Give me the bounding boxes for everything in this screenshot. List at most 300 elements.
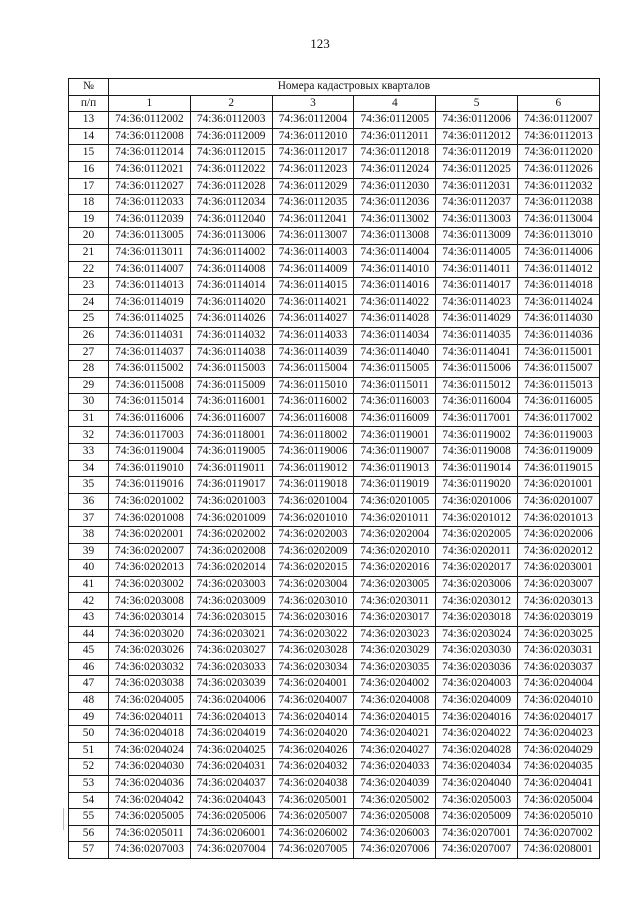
cadastral-number-cell: 74:36:0119005	[190, 444, 272, 461]
cadastral-number-cell: 74:36:0119001	[354, 427, 436, 444]
cadastral-number-cell: 74:36:0201009	[190, 510, 272, 527]
cadastral-number-cell: 74:36:0205005	[109, 809, 191, 826]
row-number: 15	[69, 145, 109, 162]
cadastral-number-cell: 74:36:0113002	[354, 211, 436, 228]
cadastral-number-cell: 74:36:0114019	[109, 294, 191, 311]
table-row	[69, 427, 600, 444]
table-row	[69, 394, 600, 411]
table-row	[69, 626, 600, 643]
cadastral-number-cell: 74:36:0112028	[190, 178, 272, 195]
header-row-columns	[69, 95, 600, 112]
cadastral-number-cell: 74:36:0204031	[190, 759, 272, 776]
cadastral-number-cell: 74:36:0203016	[272, 610, 354, 627]
cadastral-number-cell: 74:36:0203002	[109, 576, 191, 593]
row-number: 41	[69, 576, 109, 593]
cadastral-number-cell: 74:36:0203020	[109, 626, 191, 643]
table-row	[69, 676, 600, 693]
cadastral-number-cell: 74:36:0204021	[354, 726, 436, 743]
table-row	[69, 809, 600, 826]
table-row	[69, 444, 600, 461]
cadastral-number-cell: 74:36:0204022	[436, 726, 518, 743]
cadastral-number-cell: 74:36:0205002	[354, 792, 436, 809]
table-row	[69, 692, 600, 709]
cadastral-number-cell: 74:36:0112041	[272, 211, 354, 228]
row-number: 34	[69, 460, 109, 477]
cadastral-number-cell: 74:36:0203019	[517, 610, 599, 627]
cadastral-number-cell: 74:36:0119016	[109, 477, 191, 494]
cadastral-number-cell: 74:36:0203032	[109, 659, 191, 676]
table-row	[69, 294, 600, 311]
cadastral-number-cell: 74:36:0201003	[190, 493, 272, 510]
row-number: 56	[69, 825, 109, 842]
cadastral-number-cell: 74:36:0112017	[272, 145, 354, 162]
table-row	[69, 726, 600, 743]
cadastral-number-cell: 74:36:0204041	[517, 775, 599, 792]
cadastral-number-cell: 74:36:0204008	[354, 692, 436, 709]
cadastral-number-cell: 74:36:0204009	[436, 692, 518, 709]
table-row	[69, 643, 600, 660]
cadastral-number-cell: 74:36:0204035	[517, 759, 599, 776]
cadastral-number-cell: 74:36:0207007	[436, 842, 518, 859]
cadastral-number-cell: 74:36:0112007	[517, 112, 599, 129]
cadastral-number-cell: 74:36:0115005	[354, 361, 436, 378]
row-number: 42	[69, 593, 109, 610]
cadastral-number-cell: 74:36:0204027	[354, 742, 436, 759]
cadastral-number-cell: 74:36:0201001	[517, 477, 599, 494]
cadastral-number-cell: 74:36:0114020	[190, 294, 272, 311]
row-number: 21	[69, 244, 109, 261]
cadastral-number-cell: 74:36:0202001	[109, 527, 191, 544]
table-row	[69, 344, 600, 361]
cadastral-number-cell: 74:36:0205001	[272, 792, 354, 809]
table-row	[69, 460, 600, 477]
cadastral-number-cell: 74:36:0202016	[354, 560, 436, 577]
cadastral-number-cell: 74:36:0204029	[517, 742, 599, 759]
table-body	[69, 112, 600, 859]
cadastral-number-cell: 74:36:0204034	[436, 759, 518, 776]
cadastral-number-cell: 74:36:0115007	[517, 361, 599, 378]
cadastral-number-cell: 74:36:0112025	[436, 161, 518, 178]
cadastral-number-cell: 74:36:0202006	[517, 527, 599, 544]
cadastral-number-cell: 74:36:0112004	[272, 112, 354, 129]
cadastral-number-cell: 74:36:0206001	[190, 825, 272, 842]
cadastral-number-cell: 74:36:0117001	[436, 410, 518, 427]
cadastral-number-cell: 74:36:0114011	[436, 261, 518, 278]
cadastral-number-cell: 74:36:0114031	[109, 327, 191, 344]
cadastral-number-cell: 74:36:0113003	[436, 211, 518, 228]
table-row	[69, 145, 600, 162]
cadastral-number-cell: 74:36:0113006	[190, 228, 272, 245]
cadastral-number-cell: 74:36:0208001	[517, 842, 599, 859]
table-row	[69, 593, 600, 610]
cadastral-number-cell: 74:36:0112034	[190, 195, 272, 212]
cadastral-number-cell: 74:36:0112011	[354, 128, 436, 145]
row-number: 19	[69, 211, 109, 228]
cadastral-number-cell: 74:36:0119004	[109, 444, 191, 461]
table-row	[69, 825, 600, 842]
cadastral-number-cell: 74:36:0112014	[109, 145, 191, 162]
cadastral-number-cell: 74:36:0119008	[436, 444, 518, 461]
cadastral-number-cell: 74:36:0201006	[436, 493, 518, 510]
cadastral-number-cell: 74:36:0114018	[517, 278, 599, 295]
cadastral-number-cell: 74:36:0115012	[436, 377, 518, 394]
page-number: 123	[310, 36, 330, 51]
cadastral-number-cell: 74:36:0204028	[436, 742, 518, 759]
cadastral-number-cell: 74:36:0112022	[190, 161, 272, 178]
row-number: 14	[69, 128, 109, 145]
cadastral-number-cell: 74:36:0203010	[272, 593, 354, 610]
row-number: 40	[69, 560, 109, 577]
cadastral-number-cell: 74:36:0205010	[517, 809, 599, 826]
cadastral-number-cell: 74:36:0201008	[109, 510, 191, 527]
row-number: 39	[69, 543, 109, 560]
row-number: 57	[69, 842, 109, 859]
cadastral-number-cell: 74:36:0112002	[109, 112, 191, 129]
cadastral-number-cell: 74:36:0119019	[354, 477, 436, 494]
cadastral-number-cell: 74:36:0206003	[354, 825, 436, 842]
cadastral-number-cell: 74:36:0119010	[109, 460, 191, 477]
cadastral-number-cell: 74:36:0112019	[436, 145, 518, 162]
cadastral-number-cell: 74:36:0116008	[272, 410, 354, 427]
cadastral-number-cell: 74:36:0207001	[436, 825, 518, 842]
cadastral-number-cell: 74:36:0203008	[109, 593, 191, 610]
cadastral-number-cell: 74:36:0204025	[190, 742, 272, 759]
cadastral-number-cell: 74:36:0119020	[436, 477, 518, 494]
cadastral-number-cell: 74:36:0116003	[354, 394, 436, 411]
row-number: 38	[69, 527, 109, 544]
cadastral-number-cell: 74:36:0203014	[109, 610, 191, 627]
cadastral-number-cell: 74:36:0204006	[190, 692, 272, 709]
cadastral-number-cell: 74:36:0203003	[190, 576, 272, 593]
cadastral-number-cell: 74:36:0119011	[190, 460, 272, 477]
cadastral-number-cell: 74:36:0112032	[517, 178, 599, 195]
cadastral-number-cell: 74:36:0117002	[517, 410, 599, 427]
cadastral-number-cell: 74:36:0113010	[517, 228, 599, 245]
cadastral-number-cell: 74:36:0112005	[354, 112, 436, 129]
cadastral-number-cell: 74:36:0119013	[354, 460, 436, 477]
cadastral-number-cell: 74:36:0114012	[517, 261, 599, 278]
row-number: 28	[69, 361, 109, 378]
cadastral-number-cell: 74:36:0201004	[272, 493, 354, 510]
cadastral-number-cell: 74:36:0119015	[517, 460, 599, 477]
row-number: 53	[69, 775, 109, 792]
cadastral-number-cell: 74:36:0204005	[109, 692, 191, 709]
cadastral-number-cell: 74:36:0205004	[517, 792, 599, 809]
row-number: 49	[69, 709, 109, 726]
row-number: 16	[69, 161, 109, 178]
cadastral-number-cell: 74:36:0114021	[272, 294, 354, 311]
cadastral-number-cell: 74:36:0112036	[354, 195, 436, 212]
cadastral-number-cell: 74:36:0115009	[190, 377, 272, 394]
cadastral-number-cell: 74:36:0204019	[190, 726, 272, 743]
row-number: 46	[69, 659, 109, 676]
cadastral-number-cell: 74:36:0119007	[354, 444, 436, 461]
cadastral-number-cell: 74:36:0203031	[517, 643, 599, 660]
cadastral-number-cell: 74:36:0114033	[272, 327, 354, 344]
cadastral-number-cell: 74:36:0119003	[517, 427, 599, 444]
cadastral-number-cell: 74:36:0116009	[354, 410, 436, 427]
cadastral-number-cell: 74:36:0112040	[190, 211, 272, 228]
cadastral-number-cell: 74:36:0114024	[517, 294, 599, 311]
table-row	[69, 493, 600, 510]
header-column-5: 5	[436, 95, 518, 112]
cadastral-number-cell: 74:36:0119009	[517, 444, 599, 461]
table-row	[69, 178, 600, 195]
row-number: 45	[69, 643, 109, 660]
table-row	[69, 477, 600, 494]
cadastral-number-cell: 74:36:0114009	[272, 261, 354, 278]
row-number: 54	[69, 792, 109, 809]
cadastral-number-cell: 74:36:0112029	[272, 178, 354, 195]
cadastral-number-cell: 74:36:0113007	[272, 228, 354, 245]
cadastral-number-cell: 74:36:0203026	[109, 643, 191, 660]
cadastral-number-cell: 74:36:0205007	[272, 809, 354, 826]
cadastral-number-cell: 74:36:0116005	[517, 394, 599, 411]
cadastral-number-cell: 74:36:0204039	[354, 775, 436, 792]
header-row-top	[69, 79, 600, 96]
cadastral-number-cell: 74:36:0112012	[436, 128, 518, 145]
cadastral-number-cell: 74:36:0112031	[436, 178, 518, 195]
cadastral-number-cell: 74:36:0114014	[190, 278, 272, 295]
cadastral-number-cell: 74:36:0203029	[354, 643, 436, 660]
cadastral-number-cell: 74:36:0204023	[517, 726, 599, 743]
cadastral-number-cell: 74:36:0203009	[190, 593, 272, 610]
cadastral-number-cell: 74:36:0202010	[354, 543, 436, 560]
cadastral-number-cell: 74:36:0202012	[517, 543, 599, 560]
cadastral-number-cell: 74:36:0112009	[190, 128, 272, 145]
cadastral-number-cell: 74:36:0114038	[190, 344, 272, 361]
cadastral-number-cell: 74:36:0204007	[272, 692, 354, 709]
cadastral-number-cell: 74:36:0118002	[272, 427, 354, 444]
header-num-label: п/п	[69, 95, 109, 112]
cadastral-number-cell: 74:36:0202015	[272, 560, 354, 577]
row-number: 48	[69, 692, 109, 709]
cadastral-number-cell: 74:36:0203027	[190, 643, 272, 660]
cadastral-number-cell: 74:36:0113008	[354, 228, 436, 245]
cadastral-number-cell: 74:36:0114028	[354, 311, 436, 328]
row-number: 44	[69, 626, 109, 643]
table-row	[69, 576, 600, 593]
cadastral-number-cell: 74:36:0202007	[109, 543, 191, 560]
cadastral-number-cell: 74:36:0203035	[354, 659, 436, 676]
cadastral-number-cell: 74:36:0115001	[517, 344, 599, 361]
cadastral-number-cell: 74:36:0115014	[109, 394, 191, 411]
cadastral-number-cell: 74:36:0114036	[517, 327, 599, 344]
cadastral-number-cell: 74:36:0115010	[272, 377, 354, 394]
cadastral-number-cell: 74:36:0204002	[354, 676, 436, 693]
row-number: 31	[69, 410, 109, 427]
table-row	[69, 361, 600, 378]
cadastral-number-cell: 74:36:0113005	[109, 228, 191, 245]
cadastral-number-cell: 74:36:0202013	[109, 560, 191, 577]
cadastral-number-cell: 74:36:0112038	[517, 195, 599, 212]
cadastral-number-cell: 74:36:0114007	[109, 261, 191, 278]
cadastral-number-cell: 74:36:0112035	[272, 195, 354, 212]
cadastral-number-cell: 74:36:0203034	[272, 659, 354, 676]
cadastral-number-cell: 74:36:0207006	[354, 842, 436, 859]
table-row	[69, 560, 600, 577]
cadastral-number-cell: 74:36:0204043	[190, 792, 272, 809]
cadastral-number-cell: 74:36:0118001	[190, 427, 272, 444]
row-number: 27	[69, 344, 109, 361]
cadastral-number-cell: 74:36:0204011	[109, 709, 191, 726]
cadastral-number-cell: 74:36:0203007	[517, 576, 599, 593]
cadastral-number-cell: 74:36:0114005	[436, 244, 518, 261]
table-row	[69, 327, 600, 344]
row-number: 25	[69, 311, 109, 328]
cadastral-number-cell: 74:36:0203024	[436, 626, 518, 643]
row-number: 47	[69, 676, 109, 693]
cadastral-number-cell: 74:36:0203015	[190, 610, 272, 627]
cadastral-quarters-table	[68, 78, 600, 859]
cadastral-number-cell: 74:36:0205009	[436, 809, 518, 826]
header-num-symbol: №	[69, 79, 109, 96]
cadastral-number-cell: 74:36:0206002	[272, 825, 354, 842]
row-number: 37	[69, 510, 109, 527]
cadastral-number-cell: 74:36:0203039	[190, 676, 272, 693]
cadastral-number-cell: 74:36:0203004	[272, 576, 354, 593]
cadastral-number-cell: 74:36:0114008	[190, 261, 272, 278]
cadastral-number-cell: 74:36:0112030	[354, 178, 436, 195]
cadastral-number-cell: 74:36:0203028	[272, 643, 354, 660]
cadastral-number-cell: 74:36:0114035	[436, 327, 518, 344]
table-row	[69, 228, 600, 245]
table-row	[69, 410, 600, 427]
table-row	[69, 759, 600, 776]
row-number: 50	[69, 726, 109, 743]
row-number: 29	[69, 377, 109, 394]
cadastral-number-cell: 74:36:0115003	[190, 361, 272, 378]
table-row	[69, 659, 600, 676]
cadastral-number-cell: 74:36:0114023	[436, 294, 518, 311]
cadastral-number-cell: 74:36:0114041	[436, 344, 518, 361]
cadastral-number-cell: 74:36:0201010	[272, 510, 354, 527]
cadastral-number-cell: 74:36:0114034	[354, 327, 436, 344]
row-number: 35	[69, 477, 109, 494]
cadastral-number-cell: 74:36:0113004	[517, 211, 599, 228]
cadastral-number-cell: 74:36:0204010	[517, 692, 599, 709]
cadastral-number-cell: 74:36:0205011	[109, 825, 191, 842]
cadastral-number-cell: 74:36:0202003	[272, 527, 354, 544]
table-row	[69, 112, 600, 129]
cadastral-number-cell: 74:36:0204020	[272, 726, 354, 743]
header-column-3: 3	[272, 95, 354, 112]
table-row	[69, 278, 600, 295]
cadastral-number-cell: 74:36:0203018	[436, 610, 518, 627]
table-row	[69, 527, 600, 544]
header-column-6: 6	[517, 95, 599, 112]
header-column-2: 2	[190, 95, 272, 112]
cadastral-number-cell: 74:36:0203023	[354, 626, 436, 643]
cadastral-number-cell: 74:36:0119014	[436, 460, 518, 477]
table-row	[69, 510, 600, 527]
cadastral-number-cell: 74:36:0201007	[517, 493, 599, 510]
cadastral-number-cell: 74:36:0205006	[190, 809, 272, 826]
cadastral-number-cell: 74:36:0204038	[272, 775, 354, 792]
table-row	[69, 742, 600, 759]
cadastral-number-cell: 74:36:0202014	[190, 560, 272, 577]
cadastral-number-cell: 74:36:0114032	[190, 327, 272, 344]
cadastral-number-cell: 74:36:0203006	[436, 576, 518, 593]
table-row	[69, 709, 600, 726]
header-column-4: 4	[354, 95, 436, 112]
table-row	[69, 161, 600, 178]
cadastral-number-cell: 74:36:0201005	[354, 493, 436, 510]
cadastral-number-cell: 74:36:0114025	[109, 311, 191, 328]
cadastral-number-cell: 74:36:0114039	[272, 344, 354, 361]
cadastral-number-cell: 74:36:0112013	[517, 128, 599, 145]
cadastral-number-cell: 74:36:0204040	[436, 775, 518, 792]
cadastral-number-cell: 74:36:0114010	[354, 261, 436, 278]
cadastral-number-cell: 74:36:0115011	[354, 377, 436, 394]
cadastral-number-cell: 74:36:0204018	[109, 726, 191, 743]
table-row	[69, 610, 600, 627]
cadastral-number-cell: 74:36:0202011	[436, 543, 518, 560]
cadastral-number-cell: 74:36:0205008	[354, 809, 436, 826]
cadastral-number-cell: 74:36:0116007	[190, 410, 272, 427]
cadastral-number-cell: 74:36:0203005	[354, 576, 436, 593]
cadastral-number-cell: 74:36:0115004	[272, 361, 354, 378]
cadastral-number-cell: 74:36:0113009	[436, 228, 518, 245]
cadastral-number-cell: 74:36:0115002	[109, 361, 191, 378]
row-number: 24	[69, 294, 109, 311]
cadastral-number-cell: 74:36:0203033	[190, 659, 272, 676]
cadastral-number-cell: 74:36:0204032	[272, 759, 354, 776]
cadastral-number-cell: 74:36:0119017	[190, 477, 272, 494]
cadastral-number-cell: 74:36:0204042	[109, 792, 191, 809]
cadastral-number-cell: 74:36:0204013	[190, 709, 272, 726]
cadastral-number-cell: 74:36:0114002	[190, 244, 272, 261]
cadastral-number-cell: 74:36:0114022	[354, 294, 436, 311]
cadastral-number-cell: 74:36:0119006	[272, 444, 354, 461]
cadastral-number-cell: 74:36:0112008	[109, 128, 191, 145]
cadastral-number-cell: 74:36:0204024	[109, 742, 191, 759]
cadastral-number-cell: 74:36:0203037	[517, 659, 599, 676]
row-number: 33	[69, 444, 109, 461]
cadastral-number-cell: 74:36:0207003	[109, 842, 191, 859]
cadastral-number-cell: 74:36:0115006	[436, 361, 518, 378]
row-number: 22	[69, 261, 109, 278]
cadastral-number-cell: 74:36:0201012	[436, 510, 518, 527]
cadastral-number-cell: 74:36:0204004	[517, 676, 599, 693]
cadastral-number-cell: 74:36:0205003	[436, 792, 518, 809]
row-number: 17	[69, 178, 109, 195]
cadastral-number-cell: 74:36:0204001	[272, 676, 354, 693]
cadastral-number-cell: 74:36:0114037	[109, 344, 191, 361]
cadastral-number-cell: 74:36:0112027	[109, 178, 191, 195]
cadastral-number-cell: 74:36:0114027	[272, 311, 354, 328]
cadastral-number-cell: 74:36:0116006	[109, 410, 191, 427]
cadastral-number-cell: 74:36:0112018	[354, 145, 436, 162]
cadastral-number-cell: 74:36:0114030	[517, 311, 599, 328]
cadastral-number-cell: 74:36:0112023	[272, 161, 354, 178]
cadastral-number-cell: 74:36:0114040	[354, 344, 436, 361]
cadastral-number-cell: 74:36:0201011	[354, 510, 436, 527]
cadastral-number-cell: 74:36:0203011	[354, 593, 436, 610]
table-row	[69, 211, 600, 228]
cadastral-number-cell: 74:36:0115008	[109, 377, 191, 394]
cadastral-number-cell: 74:36:0202002	[190, 527, 272, 544]
table-row	[69, 195, 600, 212]
cadastral-number-cell: 74:36:0114003	[272, 244, 354, 261]
row-number: 18	[69, 195, 109, 212]
cadastral-number-cell: 74:36:0112015	[190, 145, 272, 162]
margin-mark	[63, 808, 64, 830]
row-number: 43	[69, 610, 109, 627]
cadastral-number-cell: 74:36:0112020	[517, 145, 599, 162]
table-row	[69, 543, 600, 560]
cadastral-number-cell: 74:36:0114015	[272, 278, 354, 295]
